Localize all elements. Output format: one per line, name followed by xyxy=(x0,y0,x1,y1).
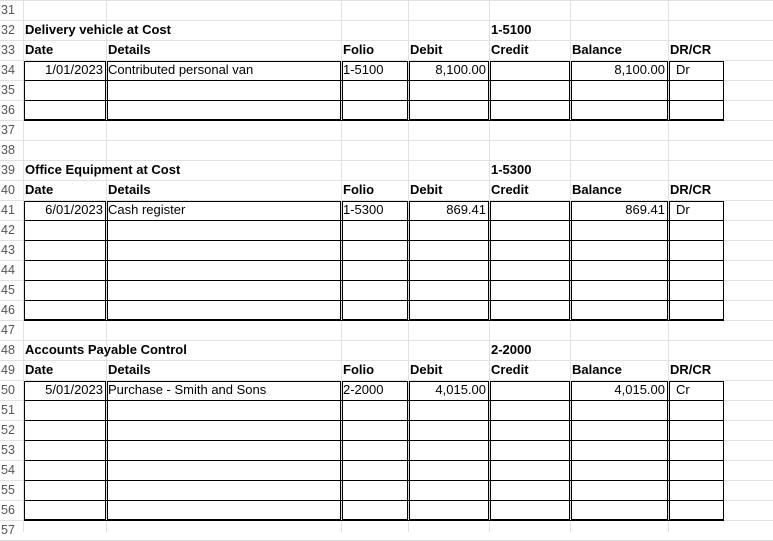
column-header-date[interactable]: Date xyxy=(25,362,54,377)
entry-debit[interactable]: 8,100.00 xyxy=(435,62,486,77)
column-header-folio[interactable]: Folio xyxy=(343,362,375,377)
ledger-column-box xyxy=(107,61,341,120)
entry-folio[interactable]: 1-5100 xyxy=(343,62,384,77)
column-header-balance[interactable]: Balance xyxy=(572,182,622,197)
column-header-drcr[interactable]: DR/CR xyxy=(670,42,712,57)
column-header-details[interactable]: Details xyxy=(108,42,151,57)
account-code[interactable]: 1-5100 xyxy=(491,22,532,37)
row-header[interactable]: 42 xyxy=(1,223,15,237)
ledger-row-border xyxy=(24,260,724,261)
column-header-credit[interactable]: Credit xyxy=(491,182,529,197)
column-header-date[interactable]: Date xyxy=(25,182,54,197)
row-header[interactable]: 47 xyxy=(1,323,15,337)
ledger-column-box xyxy=(490,61,570,120)
column-header-balance[interactable]: Balance xyxy=(572,42,622,57)
ledger-row-border xyxy=(24,520,724,521)
row-header[interactable]: 41 xyxy=(1,203,15,217)
entry-date[interactable]: 6/01/2023 xyxy=(45,202,103,217)
column-header-date[interactable]: Date xyxy=(25,42,54,57)
row-header[interactable]: 37 xyxy=(1,123,15,137)
entry-date[interactable]: 5/01/2023 xyxy=(45,382,103,397)
gridline-horizontal xyxy=(0,140,773,141)
ledger-row-border xyxy=(24,100,724,101)
column-header-credit[interactable]: Credit xyxy=(491,42,529,57)
ledger-row-border xyxy=(24,500,724,501)
entry-balance[interactable]: 8,100.00 xyxy=(614,62,665,77)
column-header-debit[interactable]: Debit xyxy=(410,182,443,197)
column-header-debit[interactable]: Debit xyxy=(410,42,443,57)
ledger-column-box xyxy=(342,61,408,120)
row-header[interactable]: 35 xyxy=(1,83,15,97)
entry-balance[interactable]: 869.41 xyxy=(625,202,665,217)
row-header[interactable]: 55 xyxy=(1,483,15,497)
row-header[interactable]: 34 xyxy=(1,63,15,77)
column-header-drcr[interactable]: DR/CR xyxy=(670,182,712,197)
account-code[interactable]: 1-5300 xyxy=(491,162,532,177)
ledger-row-border xyxy=(24,220,724,221)
column-header-folio[interactable]: Folio xyxy=(343,182,375,197)
column-header-folio[interactable]: Folio xyxy=(343,42,375,57)
ledger-row-border xyxy=(24,120,724,121)
row-header[interactable]: 52 xyxy=(1,423,15,437)
column-header-credit[interactable]: Credit xyxy=(491,362,529,377)
column-header-debit[interactable]: Debit xyxy=(410,362,443,377)
entry-drcr[interactable]: Dr xyxy=(676,202,690,217)
column-header-balance[interactable]: Balance xyxy=(572,362,622,377)
row-header[interactable]: 32 xyxy=(1,23,15,37)
entry-debit[interactable]: 869.41 xyxy=(446,202,486,217)
row-header[interactable]: 54 xyxy=(1,463,15,477)
row-header[interactable]: 33 xyxy=(1,43,15,57)
ledger-row-border xyxy=(24,460,724,461)
ledger-column-box xyxy=(409,61,489,120)
ledger-column-box xyxy=(24,61,106,120)
ledger-column-box xyxy=(571,61,668,120)
ledger-row-border xyxy=(24,400,724,401)
row-header[interactable]: 57 xyxy=(1,523,15,537)
account-code[interactable]: 2-2000 xyxy=(491,342,532,357)
row-header[interactable]: 40 xyxy=(1,183,15,197)
ledger-row-border xyxy=(24,480,724,481)
row-header[interactable]: 44 xyxy=(1,263,15,277)
ledger-title[interactable]: Accounts Payable Control xyxy=(25,342,187,357)
entry-details[interactable]: Cash register xyxy=(108,202,186,217)
ledger-title[interactable]: Office Equipment at Cost xyxy=(25,162,181,177)
row-header[interactable]: 51 xyxy=(1,403,15,417)
row-header[interactable]: 53 xyxy=(1,443,15,457)
row-header[interactable]: 49 xyxy=(1,363,15,377)
entry-folio[interactable]: 1-5300 xyxy=(343,202,384,217)
entry-drcr[interactable]: Dr xyxy=(676,62,690,77)
ledger-row-border xyxy=(24,240,724,241)
ledger-title[interactable]: Delivery vehicle at Cost xyxy=(25,22,171,37)
ledger-column-box xyxy=(669,61,724,120)
row-header[interactable]: 56 xyxy=(1,503,15,517)
row-header[interactable]: 48 xyxy=(1,343,15,357)
gridline-horizontal xyxy=(0,0,773,1)
column-header-drcr[interactable]: DR/CR xyxy=(670,362,712,377)
entry-drcr[interactable]: Cr xyxy=(676,382,690,397)
ledger-row-border xyxy=(24,300,724,301)
row-header[interactable]: 46 xyxy=(1,303,15,317)
entry-details[interactable]: Contributed personal van xyxy=(108,62,254,77)
ledger-row-border xyxy=(24,420,724,421)
entry-folio[interactable]: 2-2000 xyxy=(343,382,384,397)
ledger-row-border xyxy=(24,320,724,321)
column-header-details[interactable]: Details xyxy=(108,362,151,377)
row-header[interactable]: 31 xyxy=(1,3,15,17)
row-header[interactable]: 36 xyxy=(1,103,15,117)
entry-debit[interactable]: 4,015.00 xyxy=(435,382,486,397)
entry-details[interactable]: Purchase - Smith and Sons xyxy=(108,382,267,397)
row-header[interactable]: 45 xyxy=(1,283,15,297)
row-header[interactable]: 39 xyxy=(1,163,15,177)
row-header[interactable]: 50 xyxy=(1,383,15,397)
ledger-row-border xyxy=(24,80,724,81)
entry-balance[interactable]: 4,015.00 xyxy=(614,382,665,397)
column-header-details[interactable]: Details xyxy=(108,182,151,197)
row-header[interactable]: 38 xyxy=(1,143,15,157)
ledger-row-border xyxy=(24,440,724,441)
ledger-row-border xyxy=(24,280,724,281)
row-header[interactable]: 43 xyxy=(1,243,15,257)
entry-date[interactable]: 1/01/2023 xyxy=(45,62,103,77)
